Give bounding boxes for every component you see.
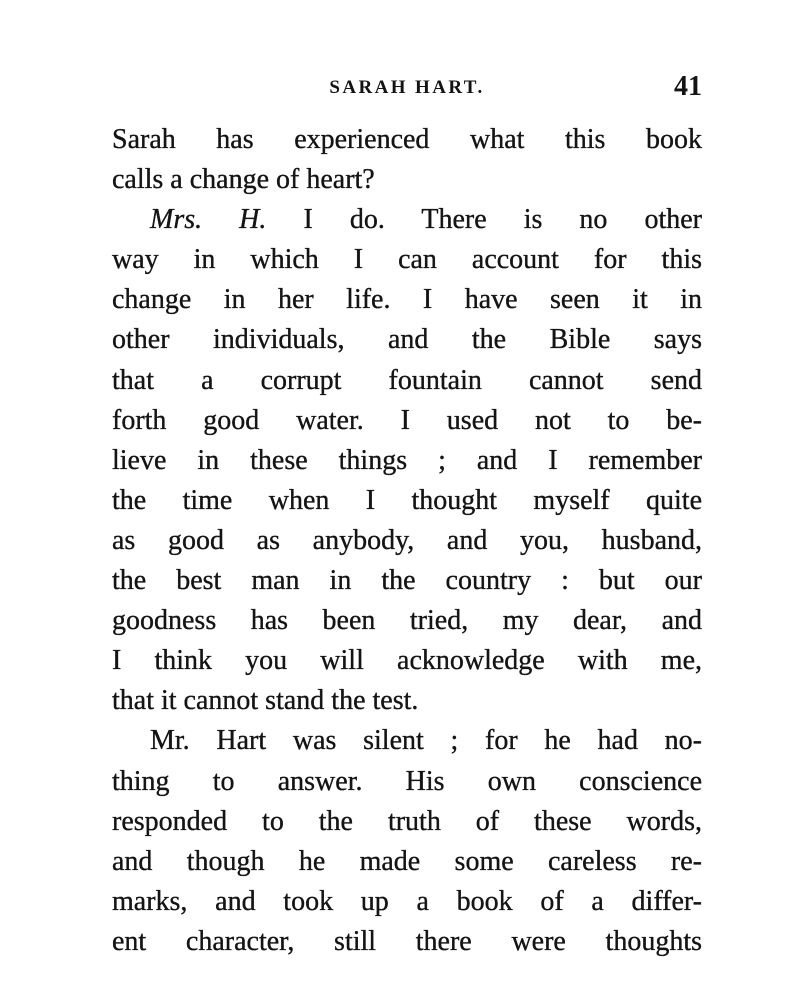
text-line: change in her life. I have seen it in — [112, 284, 702, 316]
text-line: lieve in these things ; and I remember — [112, 444, 702, 476]
line-text: I do. There is no other — [303, 204, 703, 236]
text-line: responded to the truth of these words, — [112, 805, 702, 837]
text-line: other individuals, and the Bible says — [112, 324, 702, 356]
text-line: I think you will acknowledge with me, — [112, 645, 702, 677]
speaker-name: Mrs. H. — [150, 204, 267, 236]
paragraph — [112, 200, 702, 721]
text-line: way in which I can account for this — [112, 244, 702, 276]
text-line: the time when I thought myself quite — [112, 484, 702, 516]
page-header — [112, 72, 702, 104]
text-line: ent character, still there were thoughts — [112, 925, 702, 957]
running-title: SARAH HART. — [329, 77, 485, 98]
page-body — [112, 120, 702, 962]
paragraph — [112, 120, 702, 200]
text-line — [112, 200, 702, 240]
page-number: 41 — [674, 71, 702, 102]
text-line: Mr. Hart was silent ; for he had no- — [150, 725, 702, 757]
text-line: forth good water. I used not to be- — [112, 404, 702, 436]
text-line: marks, and took up a book of a differ- — [112, 885, 702, 917]
text-line: Sarah has experienced what this book — [112, 124, 702, 155]
text-line: that it cannot stand the test. — [112, 685, 419, 717]
text-line: thing to answer. His own conscience — [112, 765, 702, 797]
text-line: that a corrupt fountain cannot send — [112, 364, 702, 396]
text-line: the best man in the country : but our — [112, 565, 702, 597]
text-line: and though he made some careless re- — [112, 845, 702, 877]
paragraph — [112, 721, 702, 962]
text-line: goodness has been tried, my dear, and — [112, 605, 702, 637]
text-line: as good as anybody, and you, husband, — [112, 524, 702, 556]
text-line: calls a change of heart? — [112, 164, 375, 196]
